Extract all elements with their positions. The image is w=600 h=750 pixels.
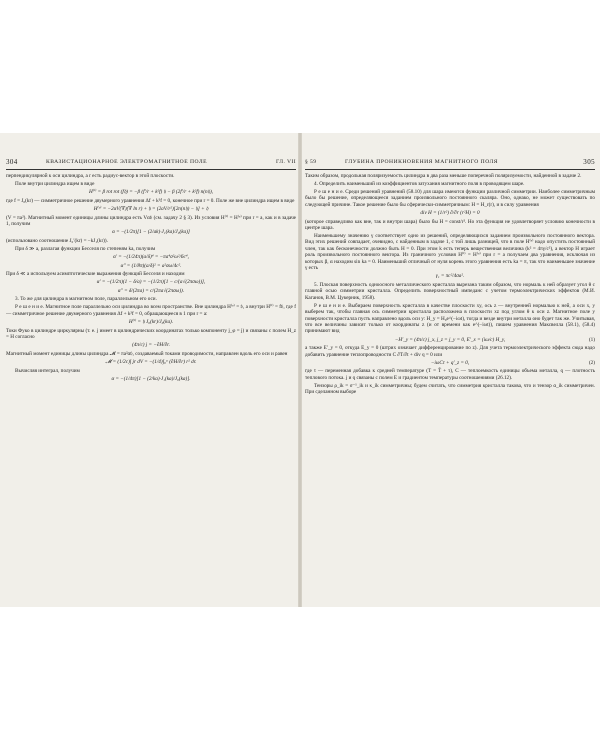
equation bbox=[6, 288, 296, 294]
equation-text: H⁽ⁱ⁾ = β rot rot (f𝔥) = −β (f′/r + k²f) 𝔥 − β (2f′/r + k²f) n(n𝔥), bbox=[89, 189, 213, 196]
paragraph: (V = πa²). Магнитный момент единицы длины цилиндра есть Vα𝔥 (см. задачу 2 § 3). Из условия H⁽ⁱ⁾ = H⁽ᵉ⁾ при r = a, как и в задаче 1, получим bbox=[6, 214, 296, 228]
equation-text: H⁽ⁱ⁾ = 𝔥 J₀(kr)/J₀(ka). bbox=[128, 319, 174, 326]
equation bbox=[305, 360, 595, 366]
equation bbox=[6, 254, 296, 260]
paragraph: Р е ш е н и е. Среди решений уравнений (58.10) для шара имеются функции различной симметрии. Наиболее симметричным было бы решение, определяющееся заданием произвольного постоянного скаляра. Оно, однако, не может существовать по следующей причине. Такое решение было бы сферически-симметричным: H = H_r(r), и в силу уравнения bbox=[305, 189, 595, 208]
equation bbox=[305, 337, 595, 343]
equation bbox=[6, 342, 296, 348]
equation-number: (1) bbox=[588, 336, 595, 343]
paragraph: 3. То же для цилиндра в магнитном поле, параллельном его оси. bbox=[15, 296, 157, 303]
left-page-header bbox=[6, 158, 296, 170]
equation bbox=[6, 319, 296, 325]
paragraph: Магнитный момент единицы длины цилиндра 𝓜 = πa²α𝔥, создаваемый токами проводимости, направлен вдоль его оси и равен bbox=[6, 350, 288, 357]
paragraph: Токи Фуко в цилиндре циркулярны (т. е. j имеет в цилиндрических координатах только компоненту j_φ = j) и связаны с полем H_z = H согласно bbox=[6, 327, 296, 340]
equation-text: −H′_y = (4π/c) j_x, j_z = j_y = 0, E′_x = (iω/c) H_y, bbox=[394, 336, 506, 343]
equation-text: div H = (1/r²) ∂/∂r (r²H) = 0 bbox=[420, 210, 480, 217]
equation-text: α′ = −(1/2π)(1 − δ/a) = −(1/2π)[1 − c/(a√(2πσω))], bbox=[96, 279, 206, 286]
paragraph: Р е ш е н и е. Магнитное поле параллельно оси цилиндра во всем пространстве. Вне цилиндра H⁽ᵉ⁾ = 𝔥, а внутри H⁽ⁱ⁾ = f𝔥, где f — симметричное решение двумерного уравнения Δf + k²f = 0, обращающееся в 1 при r = a: bbox=[6, 304, 296, 317]
paragraph: а также E′_y = 0, откуда E_y = 0 (штрих означает дифференцирование по z). Для учета термоэлектрического эффекта сюда надо добавить уравнение теплопроводности C ∂T/∂t + div q = 0 или bbox=[305, 345, 595, 358]
equation-text: α = −(1/2π)[1 − (2/ak)·J₁(ka)/J₀(ka)] bbox=[112, 229, 190, 236]
paragraph: 4. Определить наименьший из коэффициентов затухания магнитного поля в проводящем шаре. bbox=[314, 181, 525, 187]
book-spread bbox=[0, 133, 600, 607]
equation-text: γ₁ = πc²/4σa². bbox=[435, 273, 465, 280]
equation-number: (2) bbox=[588, 359, 595, 366]
paragraph: где τ — переменная добавка к средней температуре (T = T̄ + τ), C — теплоемкость единицы объема металла, q — плотность теплового потока. j и q связаны с полем E и градиентом температуры соотношениями (26.12). bbox=[305, 368, 595, 381]
book-gutter bbox=[298, 133, 302, 607]
equation bbox=[6, 279, 296, 285]
paragraph: где f = J₀(kr) — симметричное решение двумерного уравнения Δf + k²f = 0, конечное при r = 0. Поле же вне цилиндра ищем в виде bbox=[6, 197, 295, 204]
paragraph: Вычисляя интеграл, получим bbox=[15, 367, 80, 374]
equation-text: α′ = −(1/24π)(a/δ)⁴ = −πa⁴σ²ω²/6c⁴, bbox=[113, 254, 189, 261]
equation-text: 𝓜 = (1/2c)∫ jr dV = −(1/4)∫₀ᵃ (∂H/∂r) r² dr. bbox=[105, 359, 197, 366]
paragraph: 5. Плоская поверхность одноосного металлического кристалла вырезана таким образом, что нормаль к ней образует угол θ с главной осью симметрии кристалла. Определить поверхностный импеданс с учетом термоэлектрических эффектов (М.И. Каганов, В.М. Цукерник, 1958). bbox=[305, 281, 595, 301]
paragraph: Таким образом, продольная поляризуемость цилиндра в два раза меньше поперечной поляризуемости, найденной в задаче 2. bbox=[305, 173, 582, 179]
paragraph: Р е ш е н и е. Выбираем поверхность кристалла в качестве плоскости xy, ось z — внутренней нормалью к ней, а оси x, y выберем так, чтобы главная ось симметрии кристалла расположена в плоскости xz под углом θ к оси z. Магнитное поле у поверхности кристалла пусть направлено вдоль оси y: H_y = H₀e^(−iωt), тогда и везде внутри металла оно будет так же. Учитывая, что все величины зависят только от координаты z (и от времени как e^(−iωt)), пишем уравнения Максвелла (58.1), (58.4) принимают вид bbox=[305, 302, 595, 335]
equation-text: α″ = (1/8π)(a/δ)² = a²σω/4c². bbox=[120, 262, 182, 269]
left-page bbox=[6, 133, 296, 607]
paragraph: Тензоры ρ_ik = σ⁻¹_ik и κ_ik симметричны; будем считать, что симметрия кристалла такова, что и тензор α_ik симметричен. При сделанном выборе bbox=[305, 382, 595, 396]
equation bbox=[6, 229, 296, 235]
equation-text: α″ = δ/(2πa) = c/(2πa√(2πσω)). bbox=[117, 287, 185, 294]
header-rule bbox=[6, 169, 296, 170]
header-rule bbox=[305, 169, 595, 170]
equation bbox=[305, 210, 595, 216]
left-running-head: КВАЗИСТАЦИОНАРНОЕ ЭЛЕКТРОМАГНИТНОЕ ПОЛЕ bbox=[46, 159, 208, 165]
equation bbox=[305, 273, 595, 279]
equation bbox=[6, 359, 296, 365]
paragraph: (использовано соотношение J₀′(kr) = −kJ₁(kr)). bbox=[6, 237, 108, 244]
right-section-label: § 59 bbox=[305, 159, 317, 165]
left-page-body bbox=[6, 173, 296, 384]
right-running-head: ГЛУБИНА ПРОНИКНОВЕНИЯ МАГНИТНОГО ПОЛЯ bbox=[345, 159, 498, 165]
equation bbox=[6, 376, 296, 382]
right-page bbox=[305, 133, 595, 607]
equation bbox=[6, 263, 296, 269]
paragraph: При δ ≪ a используем асимптотические выражения функций Бесселя и находим bbox=[6, 271, 185, 278]
left-page-number: 304 bbox=[6, 158, 18, 166]
left-chapter-label: ГЛ. VII bbox=[276, 159, 296, 165]
paragraph: перпендикулярной к оси цилиндра, а r есть радиус-вектор в этой плоскости. bbox=[6, 173, 175, 179]
equation-text: −iωCτ + q′_z = 0, bbox=[430, 359, 470, 366]
paragraph: Поле внутри цилиндра ищем в виде bbox=[15, 181, 95, 187]
equation-text: H⁽ᵉ⁾ = −2αV(∇)(∇ ln r) + 𝔥 = (2aV/r²)[2n(n𝔥) − 𝔥] + 𝔥 bbox=[93, 206, 209, 213]
equation-text: α = −(1/4π)[1 − (2/ka)·J₁(ka)/J₀(ka)]. bbox=[111, 375, 191, 382]
paragraph: При δ ≫ a, разлагая функции Бесселя по степеням ka, получим bbox=[15, 245, 156, 252]
equation bbox=[6, 206, 296, 212]
paragraph: Наименьшему значению γ соответствует одно из решений, определяющихся заданием произвольного постоянного вектора. Вид этих решений совпадает, очевидно, с найденным в задаче 1, с той лишь разницей, что в поле H⁽ᵉ⁾ надо опустить постоянный член, так как бесконечности должно быть H = 0. При этом k есть теперь вещественная величина (k² = 4πγ/c²), а вектор H играет роль произвольного постоянного вектора. Из граничного условия H⁽ⁱ⁾ = H⁽ᵉ⁾ при r = a получаем два уравнения, исключая из которых β, α находим sin ka = 0. Наименьший отличный от нуля корень этого уравнения есть ka = π, так что наименьшее значение γ есть bbox=[305, 233, 595, 272]
equation-text: (4π/c) j = −∂H/∂r. bbox=[132, 342, 170, 349]
right-page-body bbox=[305, 173, 595, 397]
right-page-number: 305 bbox=[583, 158, 595, 166]
paragraph: (которое справедливо как вне, так и внутри шара) было бы H = const/r². Но эта функция не удовлетворяет условию конечности в центре шара. bbox=[305, 218, 595, 232]
right-page-header bbox=[305, 158, 595, 170]
equation bbox=[6, 189, 296, 195]
